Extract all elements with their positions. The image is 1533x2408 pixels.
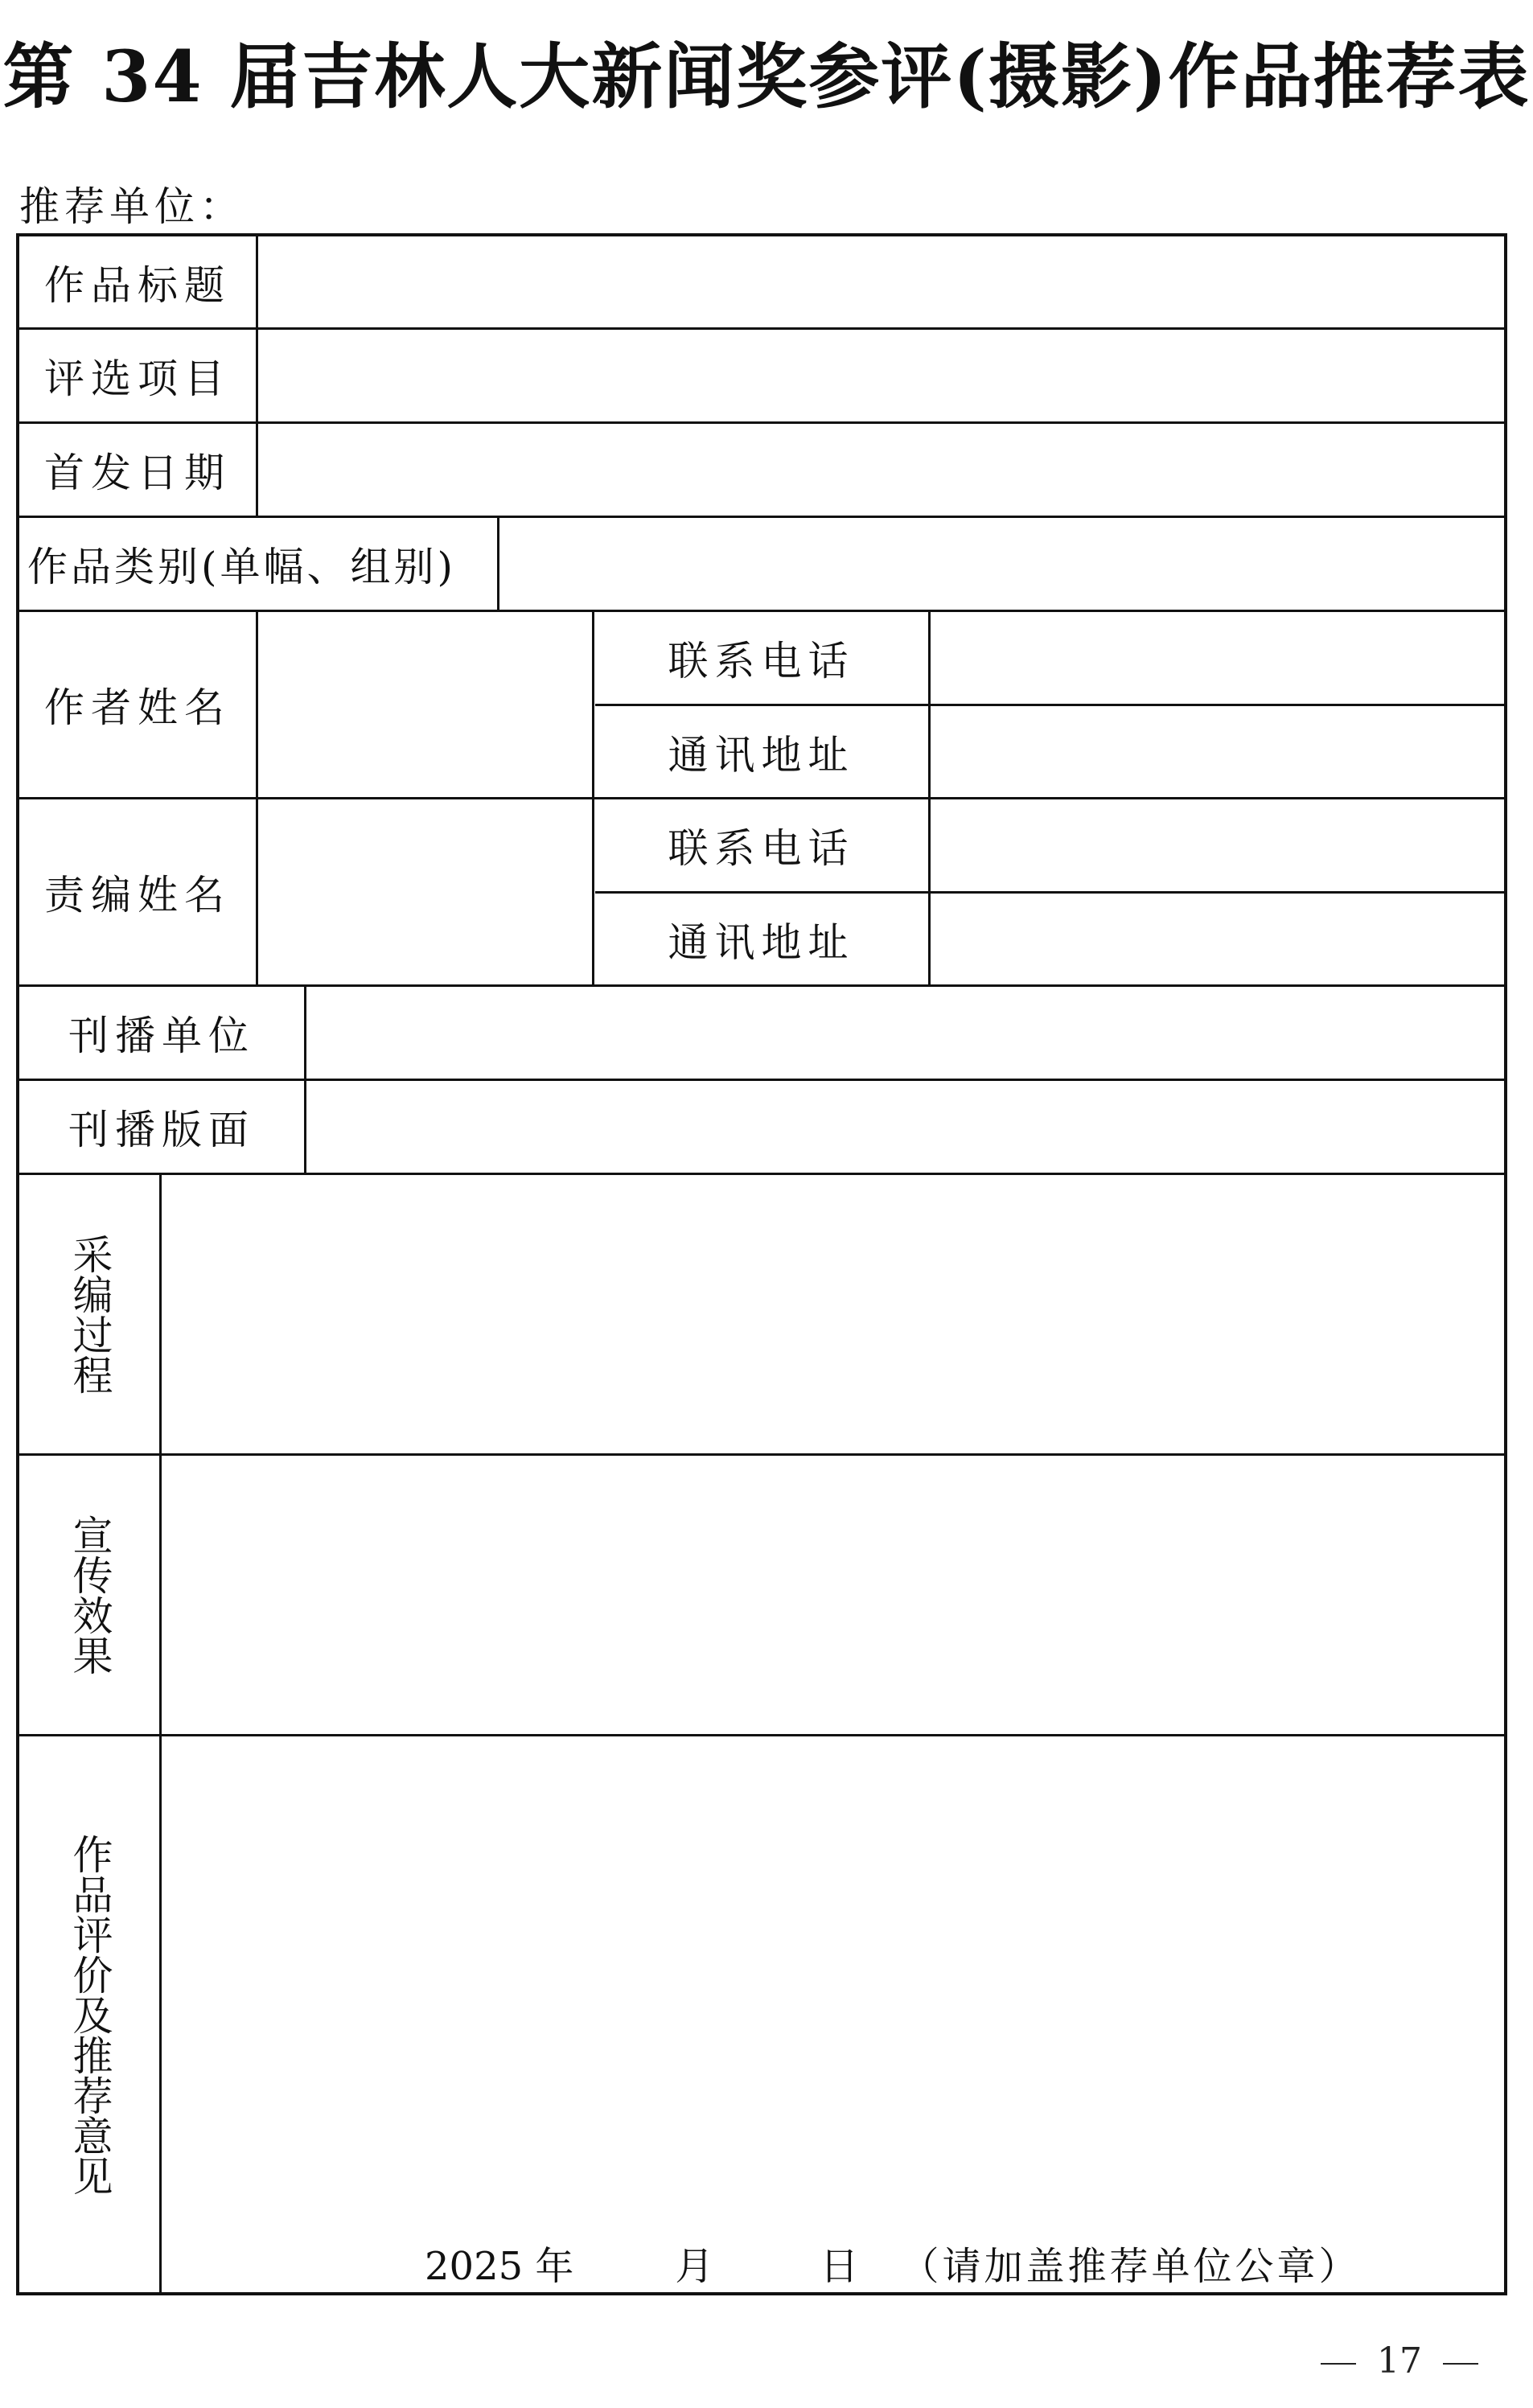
- form-title: 第 34 届吉林人大新闻奖参评(摄影)作品推荐表: [2, 35, 1531, 118]
- publishing-unit-field[interactable]: [306, 987, 1504, 1079]
- page-footer: [1300, 2340, 1499, 2381]
- footer-dash-right: [1443, 2363, 1478, 2365]
- publishing-unit-label: 刊播单位: [68, 1013, 255, 1059]
- editor-phone-label: 联系电话: [668, 825, 855, 872]
- author-address-label: 通讯地址: [668, 731, 855, 779]
- recommending-unit-label: 推荐单位：: [19, 183, 245, 230]
- editor-address-field[interactable]: [931, 894, 1504, 984]
- effect-label: 宣传效果: [66, 1514, 113, 1675]
- work-title-label: 作品标题: [44, 261, 231, 309]
- author-name-label: 作者姓名: [44, 684, 231, 731]
- evaluation-field[interactable]: [162, 1736, 1504, 2187]
- process-field[interactable]: [162, 1175, 1504, 1453]
- first-publish-date-label: 首发日期: [44, 450, 231, 496]
- seal-note: （请加盖推荐单位公章）: [900, 2243, 1361, 2289]
- evaluation-label: 作品评价及推荐意见: [66, 1833, 113, 2196]
- editor-name-label: 责编姓名: [44, 872, 231, 918]
- work-title-field[interactable]: [258, 236, 1504, 327]
- recommendation-form-table: [16, 233, 1507, 2295]
- date-month: 月: [675, 2243, 714, 2289]
- signature-date-line: [425, 2234, 1360, 2291]
- author-phone-field[interactable]: [931, 612, 1504, 704]
- date-year: 2025 年: [425, 2243, 574, 2289]
- work-type-field[interactable]: [499, 518, 1504, 610]
- publishing-page-field[interactable]: [306, 1081, 1504, 1173]
- process-label: 采编过程: [66, 1234, 113, 1395]
- effect-field[interactable]: [162, 1456, 1504, 1734]
- editor-phone-field[interactable]: [931, 799, 1504, 891]
- date-day: 日: [820, 2243, 859, 2289]
- editor-name-field[interactable]: [258, 799, 592, 984]
- footer-dash-left: [1321, 2363, 1356, 2365]
- author-address-field[interactable]: [931, 706, 1504, 797]
- editor-address-label: 通讯地址: [668, 918, 855, 966]
- first-publish-date-field[interactable]: [258, 424, 1504, 516]
- category-label: 评选项目: [44, 355, 231, 402]
- category-field[interactable]: [258, 330, 1504, 421]
- work-type-label: 作品类别(单幅、组别): [27, 544, 457, 590]
- author-phone-label: 联系电话: [668, 638, 855, 684]
- page-number: 17: [1377, 2340, 1422, 2381]
- publishing-page-label: 刊播版面: [68, 1107, 255, 1153]
- author-name-field[interactable]: [258, 612, 592, 797]
